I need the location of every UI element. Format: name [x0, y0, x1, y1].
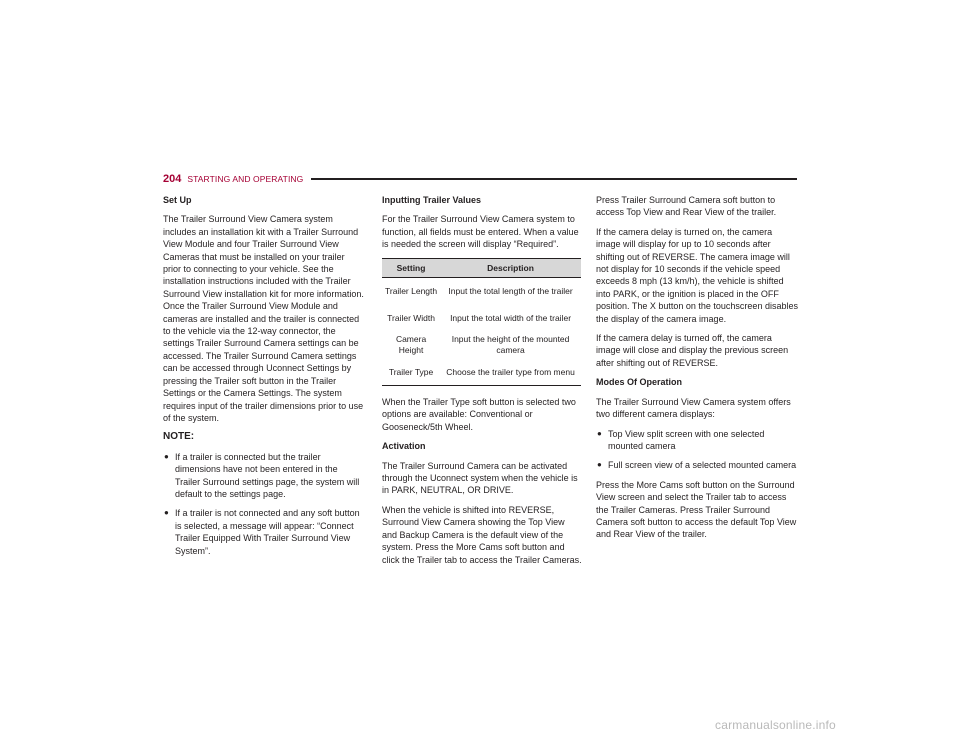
settings-table	[382, 258, 581, 386]
column-left	[163, 194, 365, 564]
mode-item-text: Top View split screen with one selected mounted camera	[608, 428, 765, 451]
more-cams-paragraph: Press the More Cams soft button on the Surround View screen and select the Trailer tab to access the Trailer Cameras. Press Trailer Surround Camera soft button to access the default Top View and Rear View of the trailer.	[596, 479, 797, 540]
table-cell-description: Input the total width of the trailer	[440, 305, 581, 332]
activation-paragraph-2: When the vehicle is shifted into REVERSE, Surround View Camera showing the Top View and Backup Camera is the default view of the system. Press the More Cams soft button and click the Trailer tab to access the Trailer Cameras.	[382, 504, 582, 565]
soft-button-paragraph: Press Trailer Surround Camera soft button to access Top View and Rear View of the trailer.	[596, 195, 777, 218]
activation-paragraph-1: The Trailer Surround Camera can be activated through the Uconnect system when the vehicle is in PARK, NEUTRAL, OR DRIVE.	[382, 460, 578, 496]
modes-heading: Modes Of Operation	[596, 377, 683, 388]
table-cell-setting: Trailer Type	[382, 359, 440, 386]
note-item-text: If a trailer is connected but the trailer dimensions have not been entered in the Trailer Surround settings page, the system will default to the settings page.	[175, 451, 360, 499]
note-item-text: If a trailer is not connected and any soft button is selected, a message will appear: “Connect Trailer Equipped With Trailer Surround View System”.	[175, 508, 360, 556]
header-rule	[311, 178, 797, 180]
activation-heading: Activation	[382, 441, 426, 452]
modes-intro: The Trailer Surround View Camera system offers two different camera displays:	[596, 396, 791, 420]
mode-item	[596, 459, 798, 471]
table-header: Setting	[382, 258, 440, 277]
watermark: carmanualsonline.info	[715, 718, 836, 732]
table-header: Description	[440, 258, 581, 277]
page-number: 204	[163, 173, 182, 185]
note-item	[163, 507, 365, 557]
table-row	[382, 359, 581, 386]
mode-item	[596, 428, 798, 453]
column-middle	[382, 194, 582, 573]
setup-heading: Set Up	[163, 195, 192, 205]
table-cell-setting: Camera Height	[382, 332, 440, 359]
note-label: NOTE:	[163, 431, 195, 443]
table-cell-description: Input the height of the mounted camera	[440, 332, 581, 359]
section-title: STARTING AND OPERATING	[187, 174, 304, 184]
table-cell-setting: Trailer Width	[382, 305, 440, 332]
delay-on-paragraph: If the camera delay is turned on, the camera image will display for up to 10 seconds after shifting out of REVERSE. The camera image will not display for 10 seconds if the vehicle speed exceeds 8 mph (13 km/h), the vehicle is shifted into PARK, or the ignition is placed in the OFF position. The X button on the touchscreen disables the display of the camera image.	[596, 226, 798, 324]
bullet-icon: ●	[597, 460, 602, 470]
column-right	[596, 194, 798, 548]
modes-list	[596, 428, 798, 472]
bullet-icon: ●	[164, 451, 169, 461]
table-cell-description: Choose the trailer type from menu	[440, 359, 581, 386]
note-list	[163, 451, 365, 557]
mode-item-text: Full screen view of a selected mounted camera	[608, 460, 797, 471]
note-item	[163, 451, 365, 501]
inputting-heading: Inputting Trailer Values	[382, 195, 482, 205]
inputting-intro: For the Trailer Surround View Camera system to function, all fields must be entered. When a value is needed the screen will display “Required”.	[382, 214, 579, 250]
bullet-icon: ●	[597, 428, 602, 438]
table-header-row	[382, 258, 581, 277]
trailer-type-paragraph: When the Trailer Type soft button is selected two options are available: Conventional or Gooseneck/5th Wheel.	[382, 397, 576, 432]
page-header	[163, 172, 797, 186]
delay-off-paragraph: If the camera delay is turned off, the camera image will close and display the previous screen after shifting out of REVERSE.	[596, 333, 789, 368]
setup-paragraph: The Trailer Surround View Camera system includes an installation kit with a Trailer Surround View Module and four Trailer Surround View Cameras that must be installed on your trailer prior to connecting to your vehicle. See the installation instructions included with the Trailer Surround View installation kit for more information. Once the Trailer Surround View Module and cameras are installed and the trailer is connected to the vehicle via the 12-way connector, the settings Trailer Surround Camera settings can be accessed. The Trailer Surround Camera settings can be accessed through Uconnect Settings by pressing the Trailer soft button in the Trailer Settings or the Camera Settings. The system requires input of the trailer dimensions prior to use of the system.	[163, 214, 364, 423]
bullet-icon: ●	[164, 508, 169, 518]
table-row	[382, 332, 581, 359]
table-row	[382, 305, 581, 332]
table-cell-setting: Trailer Length	[382, 278, 440, 305]
table-cell-description: Input the total length of the trailer	[440, 278, 581, 305]
table-row	[382, 278, 581, 305]
